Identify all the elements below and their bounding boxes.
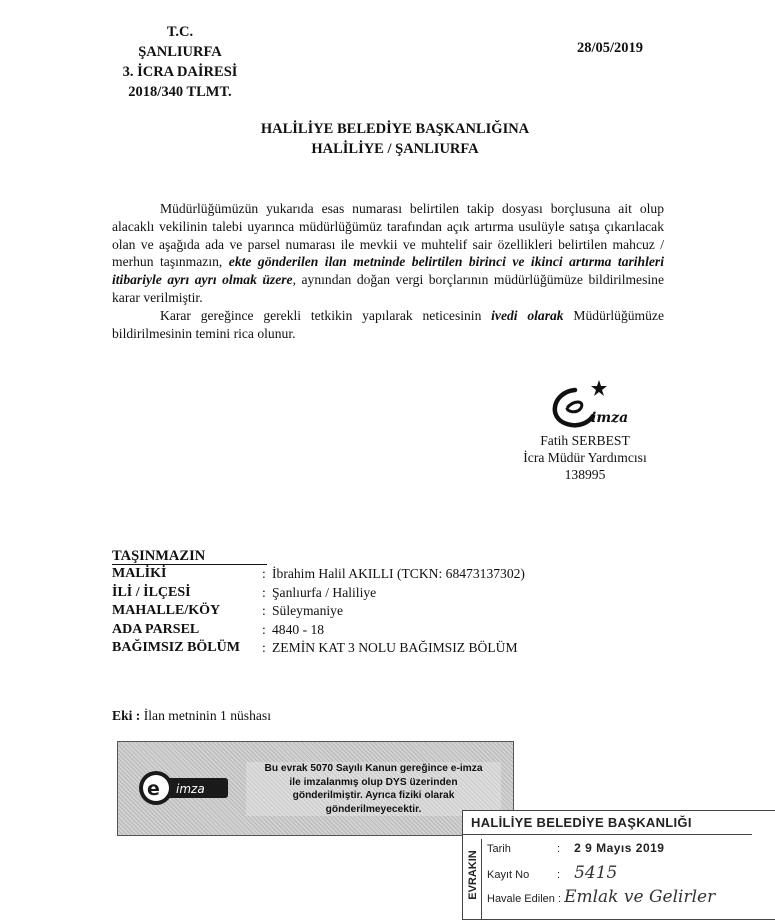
stamp-title: HALİLİYE BELEDİYE BAŞKANLIĞI	[471, 815, 692, 830]
notice-line: gönderilmiştir. Ayrıca fiziki olarak	[292, 790, 455, 801]
stamp-forward-row	[487, 887, 715, 907]
e-signature-notice	[117, 741, 514, 836]
stamp-side-label	[465, 839, 482, 919]
property-row	[112, 621, 525, 640]
property-separator: :	[262, 640, 266, 655]
property-separator: :	[262, 621, 266, 637]
issuer-line: T.C.	[166, 24, 194, 40]
svg-text:e: e	[147, 778, 160, 800]
property-info	[112, 548, 525, 658]
attachment-value: İlan metninin 1 nüshası	[143, 708, 271, 723]
paragraph-text: , aynından doğan vergi borçlarının müdürlüğümüze bildirilmesine karar verilmiştir.	[112, 272, 664, 305]
signer-title: İcra Müdür Yardımcısı	[523, 450, 647, 465]
attachment-line	[112, 708, 271, 724]
property-value: 4840 - 18	[272, 621, 325, 637]
property-value: İbrahim Halil AKILLI (TCKN: 68473137302)	[272, 566, 525, 581]
property-row	[112, 639, 525, 658]
property-separator: :	[262, 584, 266, 600]
paragraph-text: Müdürlüğümüzün yukarıda esas numarası belirtilen takip dosyası borçlusuna ait olup alacaklı vekilinin talebi uyarınca müdürlüğümüz tarafından açık artırma usulüyle satışa çıkarılacak olan ve aşağıda ada ve parsel numarası ile mevkii ve muhtelif sair özellikleri belirtilen mahcuz / merhun taşınmazın,	[112, 201, 664, 270]
paragraph-2	[112, 307, 664, 343]
issuer-line: 2018/340 TLMT.	[128, 84, 232, 100]
property-row	[112, 584, 525, 603]
emphasized-text: ivedi olarak	[491, 307, 564, 323]
signer-name: Fatih SERBEST	[540, 433, 630, 448]
e-signature-seal-icon	[545, 378, 635, 430]
stamp-forward-value: Emlak ve Gelirler	[564, 887, 716, 907]
issuer-header	[100, 22, 260, 102]
property-separator: :	[262, 603, 266, 618]
stamp-forward-label: Havale Edilen :	[487, 893, 561, 905]
letter-body	[112, 200, 664, 342]
property-key: MALİKİ	[112, 566, 167, 581]
recipient-line-1: HALİLİYE BELEDİYE BAŞKANLIĞINA	[260, 121, 530, 137]
property-key: ADA PARSEL	[112, 621, 200, 637]
paragraph-1	[112, 200, 664, 307]
emphasized-text: ekte gönderilen ilan metninde belirtilen birinci ve ikinci artırma tarihleri itibariyle ayrı ayrı olmak üzere	[112, 254, 664, 288]
signer-number: 138995	[564, 467, 606, 482]
stamp-number-label: Kayıt No	[487, 869, 530, 881]
property-row	[112, 565, 525, 584]
recipient-line-2: HALİLİYE / ŞANLIURFA	[311, 141, 479, 157]
property-row	[112, 602, 525, 621]
e-imza-logo-icon	[138, 768, 230, 808]
property-key: MAHALLE/KÖY	[112, 603, 221, 618]
stamp-date-value: 2 9 Mayıs 2019	[574, 841, 665, 855]
stamp-number-row: Kayıt No : 5415	[487, 863, 618, 883]
stamp-number-value: 5415	[574, 863, 618, 883]
issuer-line: 3. İCRA DAİRESİ	[122, 64, 238, 80]
recipient	[180, 119, 610, 159]
property-separator: :	[262, 566, 266, 581]
paragraph-text: Karar gereğince gerekli tetkikin yapılarak neticesinin	[160, 307, 492, 323]
property-key: BAĞIMSIZ BÖLÜM	[112, 640, 240, 655]
logo-text: imza	[176, 782, 205, 796]
property-title: TAŞINMAZIN	[112, 548, 267, 565]
e-signature-text	[246, 762, 501, 816]
notice-line: Bu evrak 5070 Sayılı Kanun gereğince e-imza	[264, 763, 483, 774]
property-key: İLİ / İLÇESİ	[112, 584, 191, 600]
property-value: Süleymaniye	[272, 603, 343, 618]
property-value: ZEMİN KAT 3 NOLU BAĞIMSIZ BÖLÜM	[272, 640, 518, 655]
document-date: 28/05/2019	[577, 40, 644, 56]
paragraph-text: Müdürlüğümüze bildirilmesinin temini rica olunur.	[112, 307, 664, 341]
registry-stamp	[462, 810, 775, 920]
issuer-line: ŞANLIURFA	[138, 44, 222, 60]
notice-line: ile imzalanmış olup DYS üzerinden	[289, 776, 458, 788]
property-value: Şanlıurfa / Haliliye	[272, 584, 377, 600]
notice-line: gönderilmeyecektir.	[325, 803, 422, 815]
stamp-date-row: Tarih : 2 9 Mayıs 2019	[487, 841, 665, 855]
stamp-date-label: Tarih	[487, 843, 511, 855]
signature-block	[505, 432, 665, 483]
seal-text: imza	[591, 410, 629, 426]
side-text: EVRAKIN	[467, 850, 479, 900]
attachment-label: Eki :	[112, 708, 141, 723]
